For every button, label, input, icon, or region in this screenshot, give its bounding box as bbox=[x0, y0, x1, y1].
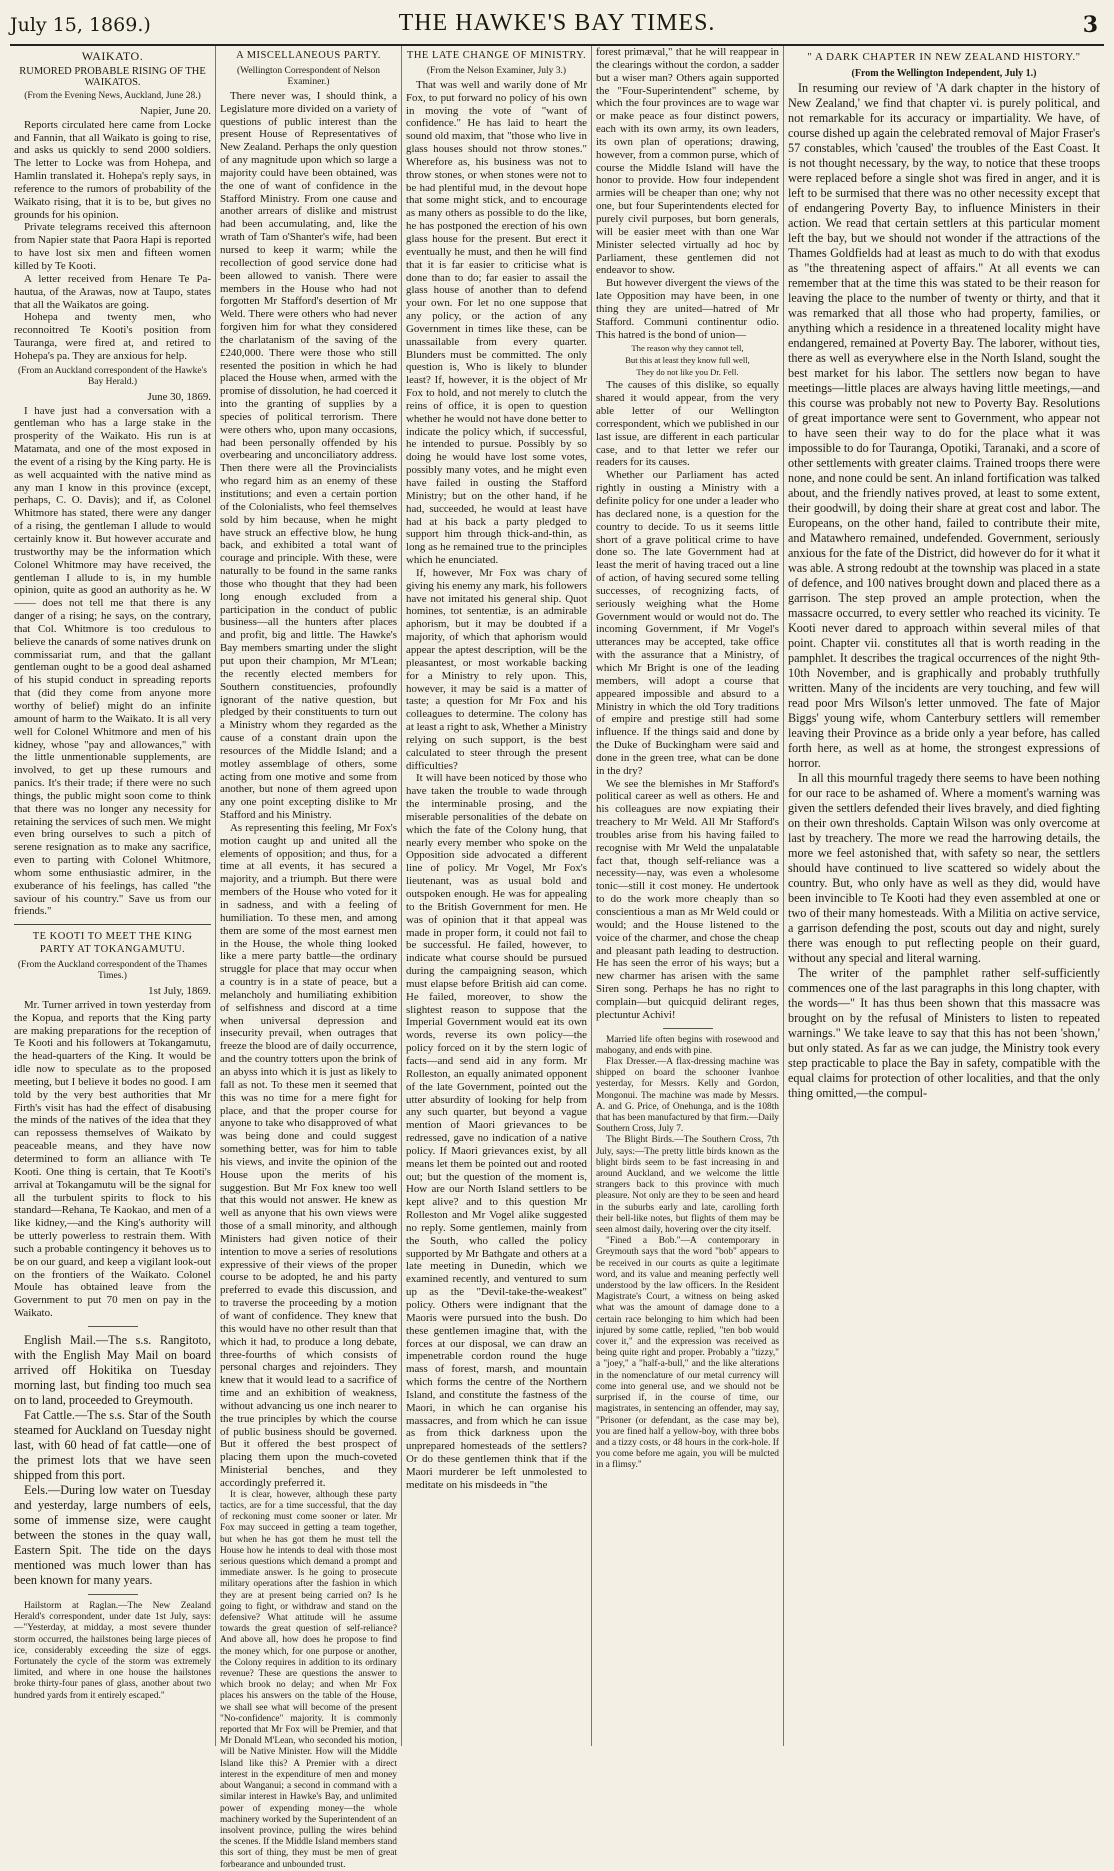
column-1 bbox=[10, 46, 215, 1746]
article-source: (From an Auckland correspondent of the Hawke's Bay Herald.) bbox=[17, 365, 208, 387]
paragraph: There never was, I should think, a Legislature more divided on a variety of questions of public interest than the present House of Representatives of New Zealand. Perhaps the only question of any magnitude upon which so large a majority could have been obtained, was the one of want of confidence in the Stafford Ministry. From one cause and another arrears of dislike and mistrust had been accumulating, and, like the wrath of Tam o'Shanter's wife, had been nursed to keep it warm; while the recollection of good service done had been allowed to vanish. There were members in the House who had not forgotten Mr Stafford's desertion of Mr Weld. There were others who had never forgiven him for what they considered the charlatanism of the saving of the £240,000. There were those who still resented the position in which he had placed the House when, armed with the promise of dissolution, he had coerced it into the granting of supplies by a species of political terrorism. There were others who, upon many occasions, had been personally offended by his overbearing and unconciliatory address. Then there were all the Provincialists who regard him as an enemy of these institutions; and even a certain portion of the Colonialists, who feel themselves sold by him because, when he might have struck an effective blow, he hung back, and exhibited a total want of courage and principle. With these, were naturally to be found in the same ranks those who thought that they had been long enough excluded from a participation in the conduct of public business—all the hunters after places and profit, big and little. The Hawke's Bay members smarting under the slight put upon their champion, Mr M'Lean; the recently elected members for Southern constituencies, profoundly ignorant of the native question, but pledged by their constituents to turn out a Ministry whom they regarded as the cause of a constant drain upon the resources of the Middle Island; and a motley assemblage of others, some acting from one motive and some from another, but none of them agreed upon any one point excepting dislike to Mr Stafford and his Ministry. bbox=[220, 89, 397, 822]
masthead bbox=[10, 8, 1104, 46]
news-item-hailstorm: Hailstorm at Raglan.—The New Zealand Herald's correspondent, under date 1st July, says:—"Yesterday, at midday, a most severe thunder storm occurred, the hailstones being large pieces of ice, considerably exceeding the size of eggs. Fortunately the cycle of the storm was extremely limited, and where in one house the hailstones broke thirty-four panes of glass, another about two hundred yards from it entirely escaped." bbox=[14, 1600, 211, 1701]
news-item-fat-cattle: Fat Cattle.—The s.s. Star of the South steamed for Auckland on Tuesday night last, with 60 head of fat cattle—one of the primest lots that we have seen shipped from this port. bbox=[14, 1407, 211, 1482]
verse-line: But this at least they know full well, bbox=[625, 355, 750, 366]
article-subheading: RUMORED PROBABLE RISING OF THE WAIKATOS. bbox=[19, 65, 206, 88]
paragraph: I have just had a conversation with a gentleman who has a large stake in the prosperity of the Waikato. His run is at Matamata, and one of the most exposed in the event of a rising by the King party. He is as well acquainted with the native mind as any man I know in this province (except, perhaps, C. O. Davis); and if, as Colonel Whitmore has stated, there were any danger of a rising, the gentleman I allude to would certainly know it. But however accurate and trustworthy may be the information which Colonel Whitmore may have received, the gentleman I allude to is, in my humble opinion, quite as good an authority as he. W—— does not tell me that there is any danger of a rising; he says, on the contrary, that Col. Whitmore is too credulous to believe the canards of some natives drunk on commissariat rum, and that the gallant gentleman ought to be a good deal ashamed of his stupid conduct in spreading reports that (did they come from anyone more worthy of belief) might do an infinite amount of harm to the Waikato. It is all very well for Colonel Whitmore and men of his kidney, whose "pay and allowances," with the little unmentionable supplements, are involved, to get up these rumours and panics. It's their trade; if there were no such things, the public might soon come to think that there was no longer any necessity for retaining the services of such men. We might even bring ourselves to such a pitch of serene resignation as to make any sacrifice, even to parting with Colonel Whitmore, whom some enthusiastic admirer, in the exuberance of his feelings, has called "the saviour of his country." Save us from our friends." bbox=[14, 404, 211, 918]
paragraph: forest primæval," that he will reappear in the clearings without the cordon, a sadder but a wiser man? Others again supported the "Four-Superintendent" scheme, by which the four provinces are to wage war or make peace as four distinct powers, each with its own army, its own leaders, its own plan of operations; drawing, however, from a common purse, which of course the Middle Island will have the honor to provide. How four independent armies will be cheaper than one; why not one, but four Superintendents elected for purely civil purposes, but born generals, will be easier meet with than one War Minister selected virtually ad hoc by Parliament, these gentlemen did not endeavor to show. bbox=[596, 46, 779, 277]
article-source: (From the Nelson Examiner, July 3.) bbox=[426, 65, 567, 76]
column-3 bbox=[401, 46, 591, 1746]
dateline: 1st July, 1869. bbox=[148, 985, 211, 997]
paragraph: A letter received from Henare Te Pa- hautua, of the Arawas, now at Taupo, states that all the Waikatos are going. bbox=[14, 272, 211, 311]
news-item-married-life: Married life often begins with rosewood and mahogany, and ends with pine. bbox=[596, 1034, 779, 1056]
dateline: June 30, 1869. bbox=[147, 390, 211, 403]
paragraph: The writer of the pamphlet rather self-sufficiently commences one of the last paragraphs in this long chapter, with the words—" It has thus been shown that this massacre was brought on by the refusal of Ministers to listen to repeated warnings." We take leave to say that this has not been 'shown,' but only stated. As far as we can judge, the Ministry took every step practicable to place the Bay in safety, compatible with the equal claims for protection of other localities, and that the only thing omitted,—the compul- bbox=[788, 966, 1100, 1100]
paragraph: Reports circulated here came from Locke and Fannin, that all Waikato is going to rise, and asks us quickly to send 2000 soldiers. The letter to Locke was from Hohepa, and Hamlin translated it. Hohepa's reply says, in reference to the rumors of probability of the Waikato rising, that it is to be, but gives no grounds for his opinion. bbox=[14, 118, 211, 221]
column-5 bbox=[783, 46, 1104, 1746]
article-heading-change-of-ministry: THE LATE CHANGE OF MINISTRY. bbox=[406, 50, 587, 61]
verse-line: They do not like you Dr. Fell. bbox=[636, 367, 739, 378]
divider bbox=[88, 1594, 138, 1595]
news-item-eels: Eels.—During low water on Tuesday and yesterday, large numbers of eels, some of immense size, were caught between the stones in the quay wall, Eastern Spit. The tide on the days mentioned was much lower than has been known for many years. bbox=[14, 1482, 211, 1587]
article-heading-miscellaneous-party: A MISCELLANEOUS PARTY. bbox=[236, 50, 381, 61]
news-item-flax-dresser: Flax Dresser.—A flax-dressing machine was shipped on board the schooner Ivanhoe yesterday, for Messrs. Kelly and Gordon, Mongonui. The machine was made by Messrs. A. and G. Price, of Onehunga, and is the 108th that has been manufactured by that firm.—Daily Southern Cross, July 7. bbox=[596, 1057, 779, 1135]
article-source: (From the Evening News, Auckland, June 28.) bbox=[24, 90, 201, 101]
divider bbox=[14, 924, 211, 925]
column-2 bbox=[215, 46, 401, 1870]
paragraph: Hohepa and twenty men, who reconnoitred Te Kooti's position from Tauranga, were fired at, and retired to Hohepa's pa. They are anxious for help. bbox=[14, 311, 211, 362]
newspaper-title: THE HAWKE'S BAY TIMES. bbox=[398, 10, 716, 36]
paragraph: It will have been noticed by those who have taken the trouble to wade through the interminable prosing, and the miserable personalities of the debate on which the fate of the Colony hung, that nearly every member who spoke on the Opposition side advocated a different line of policy. Mr Vogel, Mr Fox's lieutenant, was as usual bold and outspoken enough. He was for appealing to the British Government for men. He was of opinion that it that appeal was made in proper form, it could not fail to be successful. He failed, however, to indicate what course should be pursued during the campaigning season, which must elapse before British aid can come. He failed, moreover, to show the slightest reason to suppose that the Imperial Government would eat its own words, reverse its own policy—the policy forced on it by the stern logic of facts—and send aid in any form. Mr Rolleston, an equally animated opponent of the late Government, pointed out the utter absurdity of looking for help from any such quarter, but beyond a vague mention of Maori grievances to be redressed, gave no indication of a native policy. If Maori grievances exist, by all means let them be pointed out and rooted out; but the question of the moment is, How are our North Island settlers to be kept alive? and to this question Mr Rolleston and Mr Vogel alike suggested no reply. Some gentlemen, mainly from the South, who called the policy supported by Mr Bathgate and others at a late meeting in Dunedin, which we examined recently, and ventured to sum up as the "Devil-take-the-weakest" policy. Others were indignant that the Maoris were pursued into the bush. Do these gentlemen imagine that, with the forces at our disposal, we can draw an impenetrable cordon round the huge mass of forest, marsh, and mountain which forms the centre of the Northern Island, and constitute the fastness of the Maori, in which he can organise his massacres, and from which he can issue as from thick darkness upon the unprepared homesteads of the settlers? Or do these gentlemen think that if the Maori murderer be left unmolested to meditate on his misdeeds in "the bbox=[406, 772, 587, 1491]
paragraph: Private telegrams received this afternoon from Napier state that Paora Hapi is reported to have lost six men and fifteen women killed by Te Kooti. bbox=[14, 221, 211, 272]
article-heading-dark-chapter: " A DARK CHAPTER IN NEW ZEALAND HISTORY." bbox=[807, 51, 1081, 63]
article-heading-te-kooti: TE KOOTI TO MEET THE KING PARTY AT TOKANGAMUTU. bbox=[32, 931, 193, 956]
article-source: (From the Auckland correspondent of the Thames Times.) bbox=[17, 960, 208, 981]
divider bbox=[88, 1326, 138, 1327]
article-source: (From the Wellington Independent, July 1.) bbox=[851, 68, 1037, 79]
issue-date: July 15, 1869.) bbox=[10, 14, 151, 36]
news-item-english-mail: English Mail.—The s.s. Rangitoto, with the English May Mail on board arrived off Hokitika on Tuesday morning last, but finding too much sea on to land, proceeded to Greymouth. bbox=[14, 1332, 211, 1407]
divider bbox=[663, 1028, 713, 1029]
news-item-fined-a-bob: "Fined a Bob."—A contemporary in Greymouth says that the word "bob" appears to be received in our courts as quite a legitimate word, and its value and meaning perfectly well understood by the law officers. In the Resident Magistrate's Court, a witness on being asked what was the amount of damage done to a certain race belonging to him which had been injured by some cattle, replied, "ten bob would cover it," and the expression was received as being quite right and proper. Probably a "tizzy," a "joey," a "half-a-bull," and the like alterations in the nomenclature of our metal currency will come into general use, and we should not be surprised if, in the course of time, our magistrates, in sentencing an offender, may say, "Prisoner (or defendant, as the case may be), you are fined half a yellow-boy, with three bobs and a tizzy costs, or 48 hours in the cork-hole. If you come before me again, you will be mulcted in a flimsy." bbox=[596, 1236, 779, 1471]
paragraph: But however divergent the views of the late Opposition may have been, in one thing they are united—hatred of Mr Stafford. Communi continentur odio. This hatred is the bond of union— bbox=[596, 277, 779, 341]
paragraph: Whether our Parliament has acted rightly in ousting a Ministry with a definite policy for one under a leader who has declared none, is a question for the country to decide. To us it seems little short of a grave political crime to have done so. The late Government had at least the merit of having traced out a line of action, of having secured some telling successes, of recognizing facts, of seriously weighing what the Home Government would or would not do. The incoming Government, if Mr Vogel's utterances may be accepted, take office with the assurance that a Ministry, of which Mr Bright is one of the leading members, will adopt a course that appeared impossible and absurd to a Ministry in which the old Tory traditions of empire and prestige still had some influence. If the things said and done by the Duke of Buckingham were said and done in the green tree, what can be done in the dry? bbox=[596, 469, 779, 777]
article-source: (Wellington Correspondent of Nelson Examiner.) bbox=[236, 65, 381, 87]
news-item-blight-birds: The Blight Birds.—The Southern Cross, 7th July, says:—The pretty little birds known as the blight birds seem to be fast increasing in and around Auckland, and we welcome the little strangers back to this province with much pleasure. Not only are they to be seen and heard in the suburbs early and late, carolling forth their bell-like notes, but flights of them may be seen almost daily, hovering over the city itself. bbox=[596, 1135, 779, 1236]
page-number: 3 bbox=[1082, 12, 1098, 38]
paragraph: As representing this feeling, Mr Fox's motion caught up and united all the elements of opposition; and thus, for a time at all events, it has secured a majority, and a triumph. But there were members of the House who voted for it in sadness, and with a feeling of humiliation. To these men, and among them are some of the most earnest men in the House, the whole thing looked like a mere party battle—the ordinary struggle for place that may occur when a country is in a state of peace, but a melancholy and humiliating exhibition of selfishness and discord at a time when universal depression and insecurity prevail, when outrages that freeze the blood are of daily occurrence, and the country totters upon the brink of an abyss into which it is just as likely to fall as not. To these men it seemed that this was no time for a mere fight for place, and that the proper course for anyone to take who disapproved of what was being done and could suggest something better, was for him to table his views, and invite the opinion of the House upon the merits of his suggestion. But Mr Fox knew too well that this would not answer. He knew as well as anyone that his own views were those of a small minority, and although Ministers had given notice of their intention to move a series of resolutions expressive of their views of the proper course to be adopted, he and his party preferred to evade this discussion, and to traverse the proceeding by a motion of want of confidence. They knew that this would have no other result than that which it had, to produce a long debate, three-fourths of which consists of personal charges and rejoinders. They knew that it would lead to a sacrifice of time and an exhibition of weakness, without advancing us one inch nearer to the true principles by which the course of public business should be governed. But it offered the best prospect of placing them upon the much-coveted Ministerial benches, and they accordingly preferred it. bbox=[220, 821, 397, 1489]
column-4 bbox=[591, 46, 783, 1746]
paragraph: That was well and warily done of Mr Fox, to put forward no policy of his own in moving the vote of "want of confidence." He has laid to heart the sound old maxim, that "those who live in glass houses should not throw stones." Wherefore as, his business was not to throw stones, or when stones were not to be had plentiful mud, in the devout hope that some might stick, and to encourage as many others as possible to do the like, he has postponed the erection of his own glass house for the present. But erect it eventually he must, and then he will find that it is far easier to criticise what is done than to do; far easier to assail the glass house of another than to defend your own. For let no one suppose that any policy, or the action of any Government in times like these, can be unassailable from every quarter. Blunders must be committed. The only question is, Who is likely to blunder least? If, however, it is the object of Mr Fox to hold, and not merely to clutch the reins of office, it is open to question whether he would not have done better to indicate the policy which, if successful, he intended to pursue. Possibly by so doing he would have lost some votes, possibly many votes, and he might even have failed in ousting the Stafford Ministry; but on the other hand, if he had, succeeded, he would at least have had at his back a party pledged to support him through thick-and-thin, as long as he remained true to the principles which he enunciated. bbox=[406, 78, 587, 567]
paragraph: Mr. Turner arrived in town yesterday from the Kopua, and reports that the King party are making preparations for the reception of Te Kooti and his followers at Tokangamutu, the head-quarters of the King. It would be idle now to speculate as to the proposed meeting, but I believe it bodes no good. I am told by the very best authorities that Mr Firth's visit has had the effect of disabusing the minds of the natives of the idea that they can repossess themselves of Waikato by peaceable means, and they have now determined to form an alliance with Te Kooti. One thing is certain, that Te Kooti's arrival at Tokangamutu will be the signal for all the turbulent spirits to flock to his standard—Rehana, Te Kaokao, and men of a like kidney,—and the King's authority will be utterly powerless to restrain them. With such a probable contingency it behoves us to be on our guard, and keep a vigilant look-out on the frontiers of the Waikato. Colonel Moule has obtained leave from the Government to put 70 men on pay in the Waikato. bbox=[14, 998, 211, 1320]
paragraph: In resuming our review of 'A dark chapter in the history of New Zealand,' we find that chapter vi. is purely political, and not remarkable for its accuracy or impartiality. We have, of course dished up again the celebrated removal of Major Fraser's 57 constables, which 'caused' the troubles of the East Coast. It is not thought necessary, by the way, to notice that these troops were replaced before a single shot was fired in anger, and it is left to be surmised that there was no other necessity except that of endangering Poverty Bay, to influence Ministers in their action. We read that certain settlers at this particular moment left the bay, but we should not wonder if the attractions of the Thames Goldfields had at least as much to do with that exodus as "the threatening aspect of affairs." At all events we can remember that at the time this was stated to be their reason for leaving the place to the number of twenty or thirty, and that it was remarked that all those who had property, families, or anything which a residence in a threatened locality might have endangered, remained at Poverty Bay. The laborer, without ties, there as well as everywhere else in the North Island, sought the best market for his labor. The settlers now began to have meetings—little places are always having little meetings,—and this course was probably not new to Poverty Bay. Resolutions of great importance were sent to Government, who appear not to have seen their way to do for the place what it was impossible to do for Tauranga, Opotiki, Taranaki, and a score of other settlements with greater claims. Trained troops there were none, and none could be sent. An inland fortification was talked about, and the friendly natives proved, at least to some extent, their goodwill, by doing their share at great cost and labor. The Europeans, on the other hand, failed to contribute their mite, and Matawhero remained, undefended. Government, seriously anxious for the fate of the District, did however do for it what it was able. A strong redoubt at the township was placed in a state of defence, and 100 natives brought down and placed there as a garrison. The step proved an ample protection, when the massacre occurred, to every settler who reached its vicinity. Te Kooti never dared to approach within several miles of that point. Chapter vii. constitutes all that is worth reading in the pamphlet. It describes the tragical occurrences of the night 9th-10th November, and is graphically and probably truthfully written. Many of the incidents are very touching, and few will read poor Mrs Wilson's letter unmoved. The fate of Major Biggs' young wife, whom Canterbury settlers will remember leaving their Province as a bride only a year before, has called forth here, as well as at home, the strongest expressions of horror. bbox=[788, 81, 1100, 770]
article-heading-waikato: WAIKATO. bbox=[81, 49, 144, 63]
paragraph: We see the blemishes in Mr Stafford's political career as well as others. He and his colleagues are now expiating their treachery to Mr Weld. All Mr Stafford's troubles arise from his having failed to recognise with Mr Weld the unpalatable fact that, though self-reliance was a necessity—nay, was even a wholesome tonic—still it cost money. He undertook to do the work more cheaply than so conscientious a man as Mr Weld could or would; and the House listened to the voice of the charmer, and chose the cheap and pleasant path leading to destruction. He has seen the error of his ways; but a new charmer has arisen with the same Siren song. Perhaps he has no right to complain—but quicquid delirant reges, plectuntur Achivi! bbox=[596, 777, 779, 1021]
paragraph: The causes of this dislike, so equally shared it would appear, from the very able letter of our Wellington correspondent, which we published in our last issue, are different in each particular case, and to that letter we refer our readers for its causes. bbox=[596, 379, 779, 469]
paragraph: In all this mournful tragedy there seems to have been nothing for our race to be ashamed of. Where a moment's warning was given the settlers defended their lives bravely, and died fighting on their own thresholds. Captain Wilson was only overcome at last by treachery. The more we read the harrowing details, the more we feel astonished that, with safety so near, the settlers should have continued to live scattered so widely about the country. But, who only have as well as they did, would have been invincible to Te Kooti had they even assembled at one or two of their many homesteads. With a Militia on active service, a garrison defending the post, scouts out day and night, surely there was enough to put reflecting people on their guard, without any special and literal warning. bbox=[788, 771, 1100, 965]
verse-line: The reason why they cannot tell, bbox=[631, 343, 744, 354]
dateline: Napier, June 20. bbox=[140, 104, 211, 117]
paragraph: It is clear, however, although these party tactics, are for a time successful, that the day of reckoning must come sooner or later. Mr Fox may succeed in getting a team together, but when he has got them he must tell the House how he intends to deal with those most serious questions which demand a prompt and immediate answer. Is he going to prosecute military operations after the fashion in which they are at present being carried on? Is he going to fight, or withdraw and stand on the defensive? What attitude will he assume towards the great question of self-reliance? And above all, how does he propose to find the money which, for one purpose or another, the Colony requires in addition to its ordinary revenue? These are questions the answer to which brook no delay; and when Mr Fox places his answers on the table of the House, we shall see what will become of the present "No-confidence" majority. It is commonly reported that Mr Fox will be Premier, and that Mr Donald M'Lean, who seconded his motion, will be Native Minister. How will the Middle Island like this? A Premier with a direct interest in the expenditure of men and money about Wanganui; a second in command with a similar interest in Hawke's Bay, and unlimited power of expending money—the whole machinery worked by the Superintendent of an insolvent province, pulling the wires behind the scenes. If the Middle Island members stand this sort of thing, they must be men of great forbearance and unbounded trust. bbox=[220, 1489, 397, 1870]
paragraph: If, however, Mr Fox was chary of giving his enemy any mark, his followers have not imitated his general ship. Quot homines, tot sententiæ, is an admirable aphorism, but it may be doubted if a majority, of which that aphorism would appear the aptest description, will be the pleasantest, or most workable backing for a Ministry to rely upon. This, however, it may be said is a matter of taste; a question for Mr Fox and his colleagues to determine. The colony has at least a right to ask, Whether a Ministry relying on such support, is the best calculated to steer through the present difficulties? bbox=[406, 566, 587, 772]
